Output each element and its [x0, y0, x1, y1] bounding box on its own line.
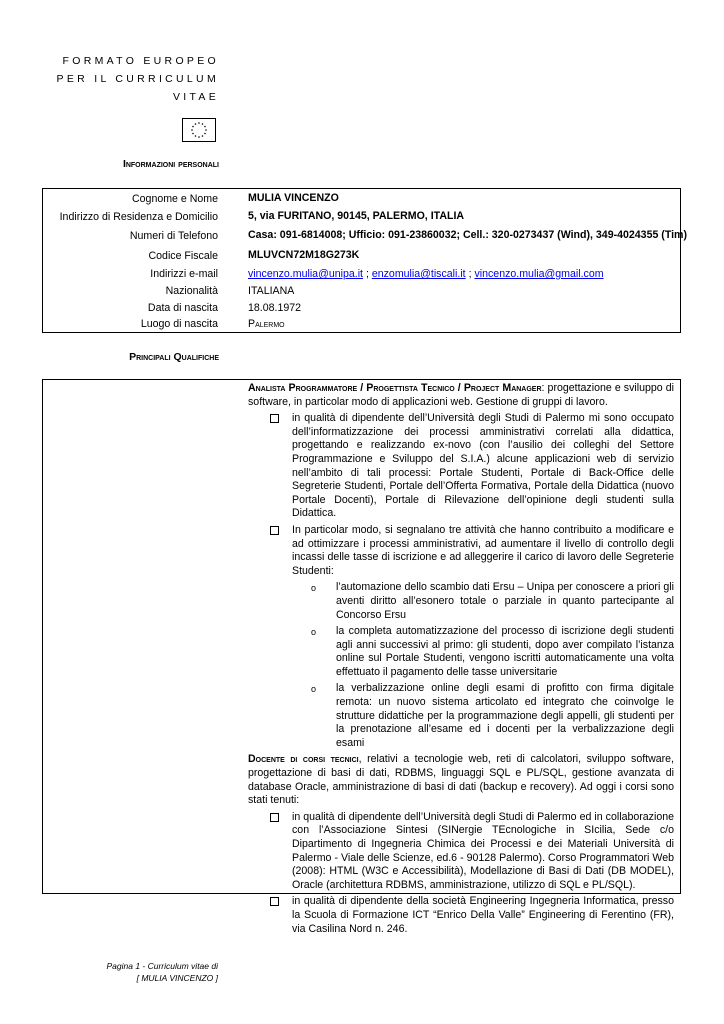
label-address: Indirizzo di Residenza e Domicilio — [59, 211, 218, 223]
role-teacher-text: , relativi a tecnologie web, reti di calcolatori, sviluppo software, progettazione di basi di dati, RDBMS, linguaggi SQL e PL/SQL, gestione avanzata di database Oracle, amministrazione di basi di dati (backup e recovery). Ad oggi i corsi sono stati tenuti: — [248, 753, 674, 807]
sub-list-item-text: l’automazione dello scambio dati Ersu – Unipa per conoscere a priori gli aventi diritto all’esonero totale o parziale in quanto partecipante al Concorso Ersu — [336, 581, 674, 621]
list-item — [248, 895, 674, 936]
role-analyst-text: : progettazione e sviluppo di software, in particolar modo di applicazioni web. Gestione di gruppi di lavoro. — [248, 382, 675, 408]
qualifiche-content — [248, 382, 674, 936]
checkbox-bullet-icon — [270, 526, 279, 535]
label-name: Cognome e Nome — [132, 193, 218, 205]
section-title-personal: Informazioni personali — [122, 158, 219, 170]
list-item-text: In particolar modo, si segnalano tre attività che hanno contribuito a modificare e ad ottimizzare i processi amministrativi, ad aumentare il livello di controllo degli incassi delle tasse di iscrizione e ad alleggerire il carico di lavoro delle Segreterie Studenti: — [292, 523, 674, 577]
role-analyst — [248, 382, 674, 409]
label-email: Indirizzi e-mail — [150, 268, 218, 280]
footer-page-line2: [ MULIA VINCENZO ] — [136, 973, 218, 983]
value-phone: Casa: 091-6814008; Ufficio: 091-23860032; Cell.: 320-0273437 (Wind), 349-4024355 (Tim) — [248, 229, 687, 241]
circle-bullet-icon: o — [311, 627, 317, 638]
label-phone: Numeri di Telefono — [129, 230, 218, 242]
eu-flag-icon — [182, 118, 216, 142]
value-fiscal-code: MLUVCN72M18G273K — [248, 249, 360, 261]
cv-title-line3: VITAE — [172, 91, 219, 103]
checkbox-bullet-icon — [270, 897, 279, 906]
role-teacher — [248, 753, 674, 807]
footer-page-line1: Pagina 1 - Curriculum vitae di — [106, 961, 218, 971]
label-fiscal-code: Codice Fiscale — [148, 250, 218, 262]
sub-list-item-text: la completa automatizzazione del processo di iscrizione degli studenti agli anni successivi al primo: gli studenti, dopo aver compilato l’istanza online sul Portale Studenti, vengono iscritti automaticamente una volta effettuato il pagamento delle tasse universitarie — [336, 625, 674, 678]
value-emails — [248, 268, 604, 280]
sub-list-item — [248, 682, 674, 750]
circle-bullet-icon: o — [311, 583, 317, 594]
list-item-text: in qualità di dipendente dell’Università degli Studi di Palermo ed in collaborazione con l’Associazione Sintesi (SINergie TEcnologiche in SIcilia, Sede c/o Dipartimento di Ingegneria Chimica dei Processi e dei Materiali Università di Palermo - Viale delle Scienze, ed.6 - 90128 Palermo). Corso Programmatori Web (2008): HTML (W3C e Accessibilità), Modellazione di Basi di Dati (DB MODEL), Oracle (architettura RDBMS, amministrazione, utilizzo di SQL e PL/SQL). — [292, 810, 674, 891]
list-item — [248, 412, 674, 521]
value-birth-place: Palermo — [248, 318, 285, 330]
checkbox-bullet-icon — [270, 414, 279, 423]
email-link-3[interactable]: vincenzo.mulia@gmail.com — [474, 268, 604, 280]
sub-list-item-text: la verbalizzazione online degli esami di profitto con firma digitale remota: un nuovo sistema articolato ed integrato che coinvolge le strutture didattiche per la programmazione degli appelli, gli studenti per la prenotazione all’esame ed i docenti per la verbalizzazione degli esami — [336, 682, 674, 749]
label-nationality: Nazionalità — [165, 285, 218, 297]
checkbox-bullet-icon — [270, 813, 279, 822]
role-teacher-title: Docente di corsi tecnici — [248, 753, 359, 766]
list-item-text: in qualità di dipendente dell’Università degli Studi di Palermo mi sono occupato dell’informatizzazione dei processi amministrativi correlati alla didattica, progettando e realizzando ex-novo (con l’ausilio dei colleghi del Settore Programmazione e Sviluppo del S.I.A.) alcune applicazioni web di servizio nell’ambito di tali processi: Portale Studenti, Portale di Back-Office delle Segreterie Studenti, Portale dell’Offerta Formativa, Portale della Didattica (nuovo Portale Docenti), Portale di Rilevazione dell’opinione degli studenti sulla Didattica. — [292, 412, 674, 520]
role-analyst-title: Analista Programmatore / Progettista Tecnico / Project Manager — [248, 382, 542, 394]
email-link-2[interactable]: enzomulia@tiscali.it — [371, 268, 466, 280]
list-item-text: in qualità di dipendente della società Engineering Ingegneria Informatica, presso la Scuola di Formazione ICT “Enrico Della Valle” Engineering di Ferentino (FR), via Casilina Nord n. 246. — [292, 895, 674, 935]
cv-title-line1: FORMATO EUROPEO — [62, 55, 219, 67]
sub-list-item — [248, 581, 674, 622]
label-birth-date: Data di nascita — [147, 302, 218, 314]
email-separator: ; — [465, 268, 475, 280]
value-name: MULIA VINCENZO — [248, 192, 339, 204]
sub-list-item — [248, 625, 674, 679]
value-address: 5, via FURITANO, 90145, PALERMO, ITALIA — [248, 210, 465, 222]
label-birth-place: Luogo di nascita — [140, 318, 218, 330]
value-nationality: ITALIANA — [248, 285, 295, 297]
value-birth-date: 18.08.1972 — [248, 302, 302, 314]
list-item — [248, 811, 674, 893]
email-link-1[interactable]: vincenzo.mulia@unipa.it — [248, 268, 363, 280]
cv-title-line2: PER IL CURRICULUM — [56, 73, 219, 85]
list-item — [248, 524, 674, 578]
email-separator: ; — [363, 268, 372, 280]
section-title-qualifiche: Principali Qualifiche — [129, 351, 219, 363]
circle-bullet-icon: o — [311, 684, 317, 695]
